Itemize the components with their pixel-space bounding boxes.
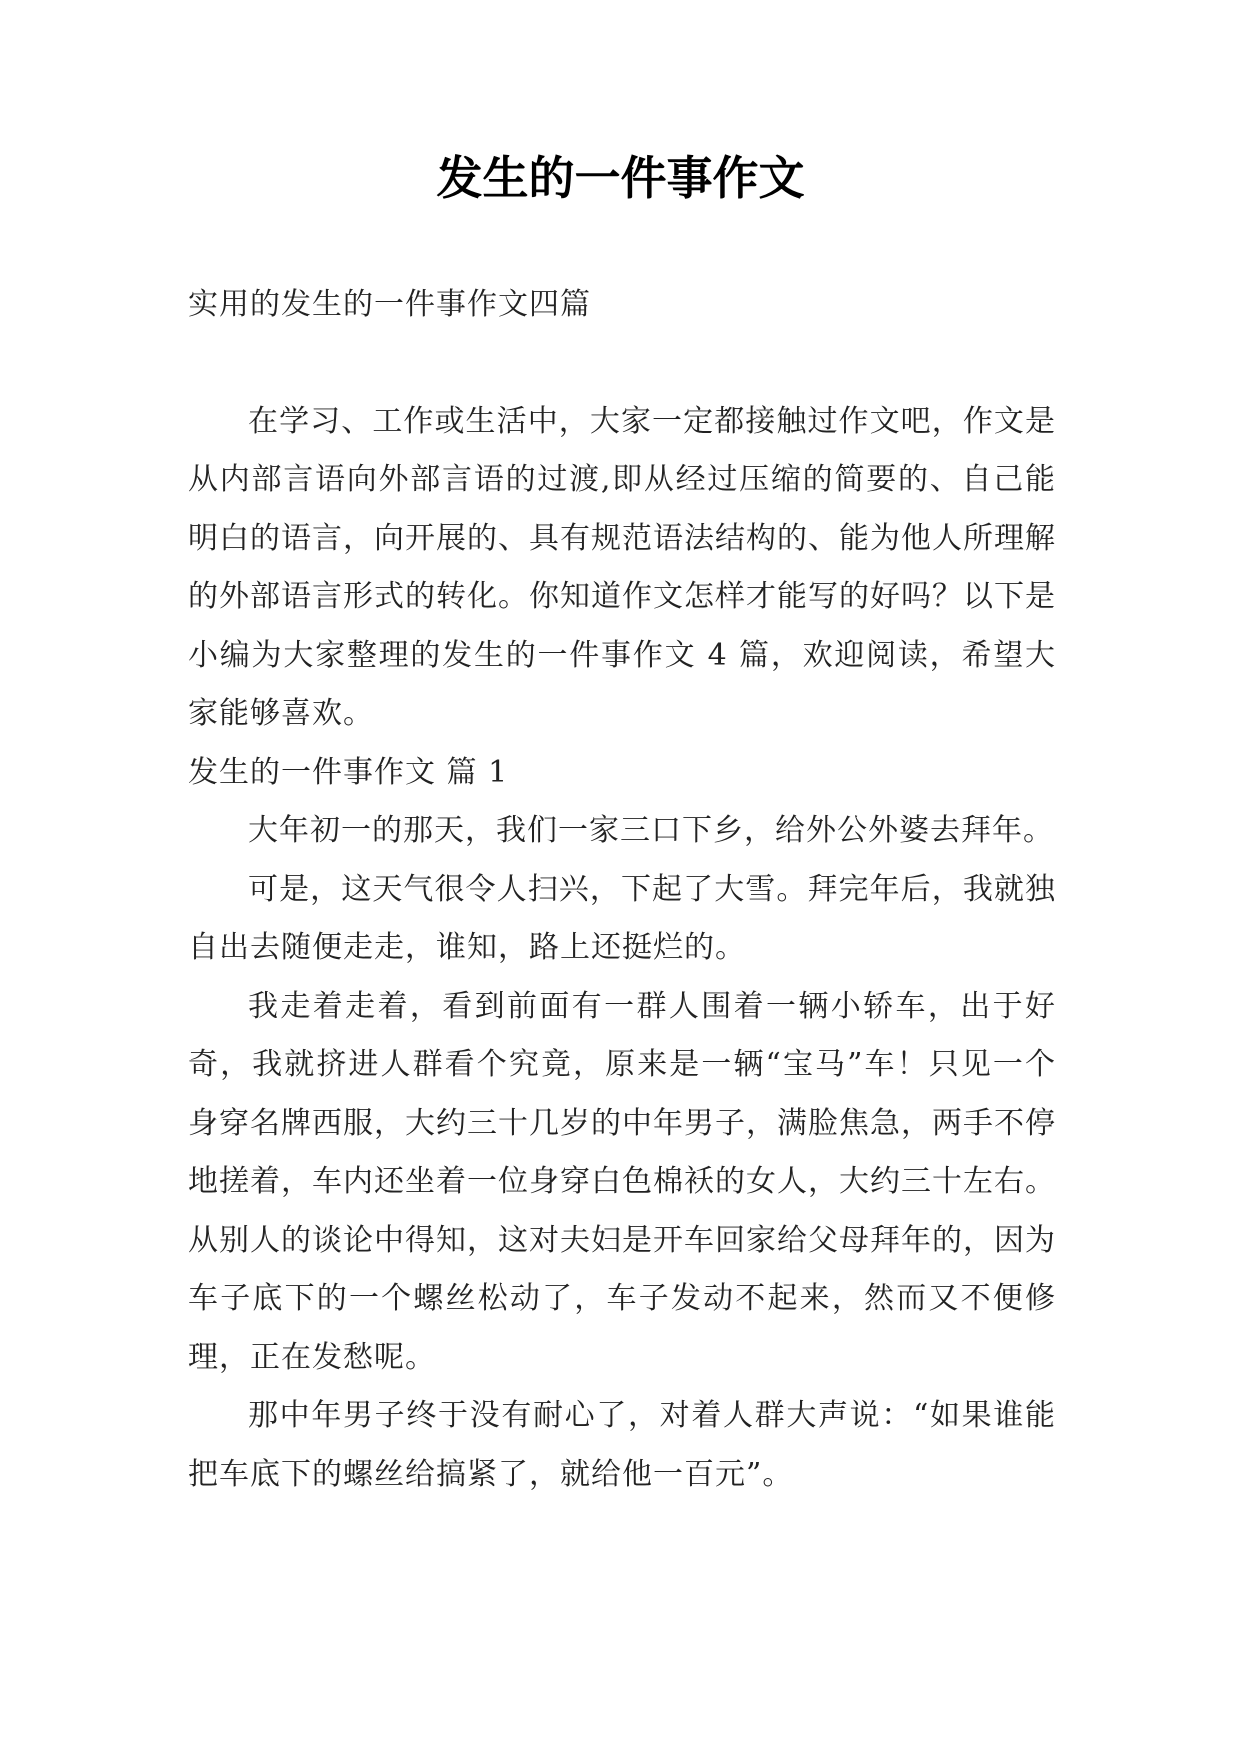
intro-paragraph: 在学习、工作或生活中，大家一定都接触过作文吧，作文是从内部言语向外部言语的过渡,即从经过压缩的简要的、自己能明白的语言，向开展的、具有规范语法结构的、能为他人所理解的外部语言形式的转化。你知道作文怎样才能写的好吗？以下是小编为大家整理的发生的一件事作文 4 篇，欢迎阅读，希望大家能够喜欢。 bbox=[188, 403, 1056, 731]
document-title: 发生的一件事作文 bbox=[436, 151, 805, 205]
section-heading: 发生的一件事作文 篇 1 bbox=[188, 754, 509, 790]
document-subtitle: 实用的发生的一件事作文四篇 bbox=[188, 287, 591, 322]
body-paragraph-4: 那中年男子终于没有耐心了，对着人群大声说：“如果谁能把车底下的螺丝给搞紧了，就给他一百元”。 bbox=[188, 1398, 1056, 1492]
body-paragraph-3: 我走着走着，看到前面有一群人围着一辆小轿车，出于好奇，我就挤进人群看个究竟，原来是一辆“宝马”车！只见一个身穿名牌西服，大约三十几岁的中年男子，满脸焦急，两手不停地搓着，车内还坐着一位身穿白色棉袄的女人，大约三十左右。从别人的谈论中得知，这对夫妇是开车回家给父母拜年的，因为车子底下的一个螺丝松动了，车子发动不起来，然而又不便修理，正在发愁呢。 bbox=[188, 988, 1056, 1375]
body-paragraph-2: 可是，这天气很令人扫兴，下起了大雪。拜完年后，我就独自出去随便走走，谁知，路上还挺烂的。 bbox=[188, 871, 1056, 965]
document-body bbox=[188, 276, 1056, 1504]
body-paragraph-1: 大年初一的那天，我们一家三口下乡，给外公外婆去拜年。 bbox=[248, 813, 1054, 848]
